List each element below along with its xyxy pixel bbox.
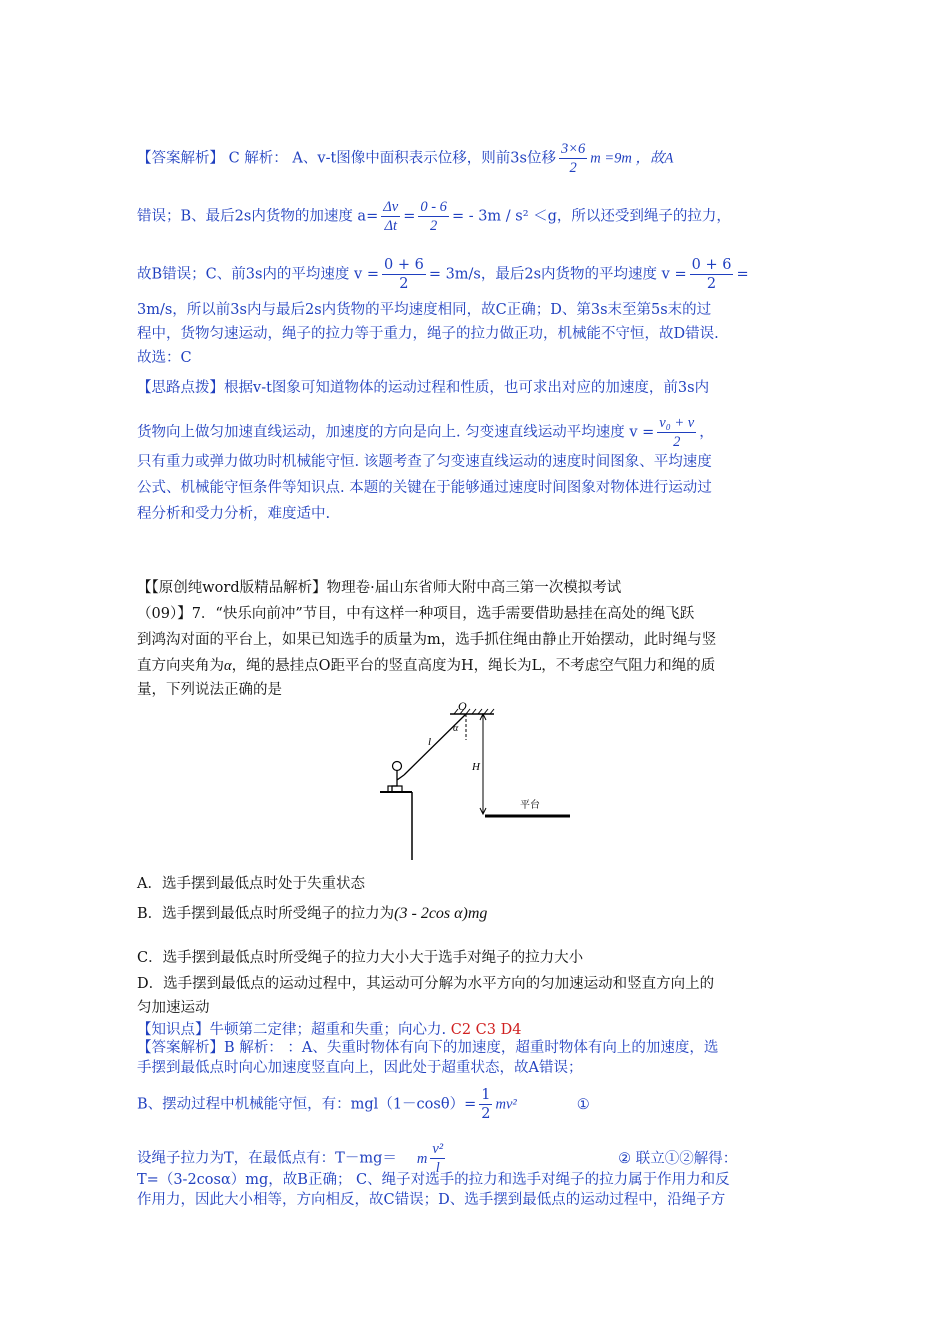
label-platform: 平台 (520, 800, 540, 811)
label-l: l (428, 736, 432, 748)
label-o: O (458, 700, 467, 713)
text: 【答案解析】 C 解析： A、v-t图像中面积表示位移，则前3s位移 (137, 150, 556, 167)
pendulum-diagram (370, 700, 580, 865)
question-line-2: （09）】7．“快乐向前冲”节目，中有这样一种项目，选手需要借助悬挂在高处的绳飞跃 (137, 606, 695, 622)
label-alpha: α (453, 723, 459, 734)
answer2-line-5: T=（3-2cosα）mg，故B正确； C、绳子对选手的拉力和选手对绳子的拉力属于作用力和反 (137, 1172, 730, 1188)
fraction: $\frac{0 + 6}{2}$ (691, 257, 732, 292)
question-line-3: 到鸿沟对面的平台上，如果已知选手的质量为m，选手抓住绳由静止开始摆动，此时绳与竖 (137, 632, 717, 648)
knowledge-point: 【知识点】牛顿第二定律；超重和失重；向心力. C2 C3 D4 (137, 1022, 522, 1038)
hint-line-2: 货物向上做匀加速直线运动，加速度的方向是向上. 匀变速直线运动平均速度 v = $\frac{\text{v₀ + v}}{2}$ ， (137, 415, 714, 450)
hint-line-5: 程分析和受力分析，难度适中. (137, 506, 331, 522)
fraction: $\frac{\text{v²}}{l}$ (432, 1141, 444, 1176)
answer-line-5: 程中，货物匀速运动，绳子的拉力等于重力，绳子的拉力做正功，机械能不守恒，故D错误. (137, 326, 719, 342)
answer-line-2: 错误；B、最后2s内货物的加速度 a= $\frac{\Delta v}{\Delta t}$ = $\frac{0 - 6}{2}$ = - 3m / s² ＜g，所以还受到绳子的拉力， (137, 199, 731, 234)
hint-line-1: 【思路点拨】根据v-t图象可知道物体的运动过程和性质，也可求出对应的加速度，前3s内 (137, 380, 710, 396)
question-line-1: 【【原创纯word版精品解析】物理卷·届山东省师大附中高三第一次模拟考试 (137, 580, 622, 596)
hint-line-3: 只有重力或弹力做功时机械能守恒. 该题考查了匀变速直线运动的速度时间图象、平均速度 (137, 454, 712, 470)
fraction: $\frac{1}{2}$ (481, 1087, 491, 1122)
answer-line-1: 【答案解析】 C 解析： A、v-t图像中面积表示位移，则前3s位移 $\frac{3\times 6}{2}$ m =9m ，故A (137, 141, 674, 176)
fraction: $\frac{0 + 6}{2}$ (383, 257, 424, 292)
answer-line-4: 3m/s，所以前3s内与最后2s内货物的平均速度相同，故C正确；D、第3s末至第5s末的过 (137, 302, 712, 318)
question-line-5: 量，下列说法正确的是 (137, 682, 282, 698)
label-h: H (472, 761, 480, 773)
answer2-line-1: 【答案解析】B 解析： ：A、失重时物体有向下的加速度，超重时物体有向上的加速度，选 (137, 1040, 719, 1056)
answer-line-6: 故选：C (137, 350, 192, 366)
option-d-line-1: D．选手摆到最低点的运动过程中，其运动可分解为水平方向的匀加速运动和竖直方向上的 (137, 976, 715, 992)
answer2-line-3: B、摆动过程中机械能守恒，有：mgl（1－cosθ）= $\frac{1}{2}$ mv² ① (137, 1087, 590, 1122)
option-c: C．选手摆到最低点时所受绳子的拉力大小大于选手对绳子的拉力大小 (137, 950, 584, 966)
answer2-line-4: 设绳子拉力为T，在最低点有：T－mg＝ m $\frac{\text{v²}}{l}$ ② 联立①②解得： (137, 1141, 738, 1176)
hint-line-4: 公式、机械能守恒条件等知识点. 本题的关键在于能够通过速度时间图象对物体进行运动过 (137, 480, 712, 496)
answer2-line-6: 作用力，因此大小相等，方向相反，故C错误；D、选手摆到最低点的运动过程中，沿绳子方 (137, 1192, 726, 1208)
option-d-line-2: 匀加速运动 (137, 1000, 210, 1016)
fraction: $\frac{3\times 6}{2}$ (560, 141, 586, 176)
option-a: A．选手摆到最低点时处于失重状态 (137, 876, 365, 892)
fraction: $\frac{\Delta v}{\Delta t}$ (383, 199, 399, 234)
fraction: $\frac{\text{v₀ + v}}{2}$ (659, 415, 695, 450)
option-b: B．选手摆到最低点时所受绳子的拉力为(3 - 2cos α)mg (137, 905, 488, 922)
fraction: $\frac{0 - 6}{2}$ (420, 199, 447, 234)
question-line-4: 直方向夹角为α，绳的悬挂点O距平台的竖直高度为H，绳长为L，不考虑空气阻力和绳的质 (137, 658, 716, 674)
answer2-line-2: 手摆到最低点时向心加速度竖直向上，因此处于超重状态，故A错误； (137, 1060, 583, 1076)
answer-line-3: 故B错误；C、前3s内的平均速度 v = $\frac{0 + 6}{2}$ = 3m/s，最后2s内货物的平均速度 v = $\frac{0 + 6}{2}$ = (137, 257, 749, 292)
